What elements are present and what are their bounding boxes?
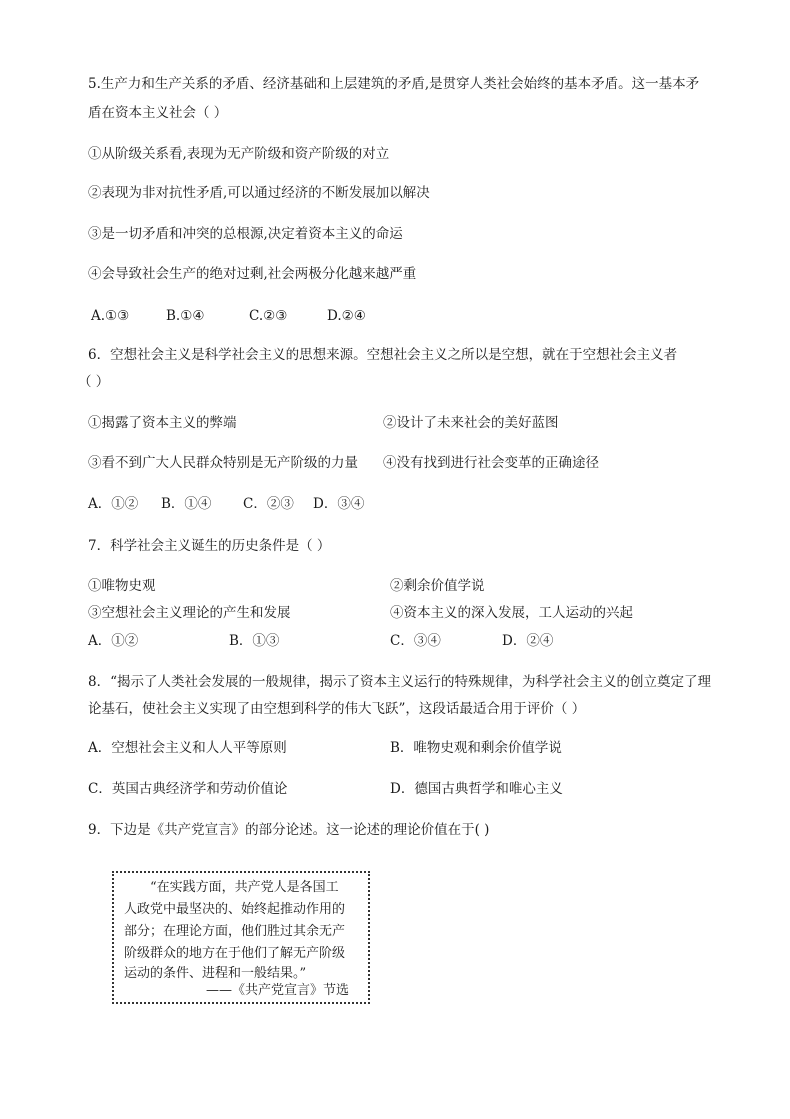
quote-line-1: “在实践方面，共产党人是各国工 bbox=[150, 880, 339, 895]
question-7-option-2: ②剩余价值学说 bbox=[390, 578, 485, 594]
question-6-stem-line-1: 6．空想社会主义是科学社会主义的思想来源。空想社会主义之所以是空想，就在于空想社会主义者 bbox=[88, 347, 678, 363]
question-5-stem-line-2: 盾在资本主义社会（ ） bbox=[88, 105, 228, 121]
question-6-option-3: ③看不到广大人民群众特别是无产阶级的力量 bbox=[88, 455, 358, 471]
question-5-choice-c[interactable]: C.②③ bbox=[249, 308, 288, 324]
question-6-option-1: ①揭露了资本主义的弊端 bbox=[88, 415, 237, 431]
question-5-choice-d[interactable]: D.②④ bbox=[327, 308, 366, 324]
quote-source: ——《共产党宣言》节选 bbox=[206, 983, 350, 998]
question-5-option-1: ①从阶级关系看,表现为无产阶级和资产阶级的对立 bbox=[88, 146, 390, 162]
question-6-option-4: ④没有找到进行社会变革的正确途径 bbox=[383, 455, 599, 471]
question-7-choice-b[interactable]: B．①③ bbox=[229, 633, 280, 649]
question-8-choice-c[interactable]: C．英国古典经济学和劳动价值论 bbox=[88, 781, 288, 797]
question-5-choice-b[interactable]: B.①④ bbox=[166, 308, 205, 324]
question-5-option-4: ④会导致社会生产的绝对过剩,社会两极分化越来越严重 bbox=[88, 266, 417, 282]
question-6-choice-b[interactable]: B．①④ bbox=[161, 496, 212, 512]
question-8-choice-a[interactable]: A．空想社会主义和人人平等原则 bbox=[88, 740, 287, 756]
quote-line-5: 运动的条件、进程和一般结果。” bbox=[124, 966, 307, 981]
question-8-choice-d[interactable]: D．德国古典哲学和唯心主义 bbox=[390, 781, 563, 797]
question-7-option-3: ③空想社会主义理论的产生和发展 bbox=[88, 605, 291, 621]
question-7-option-4: ④资本主义的深入发展，工人运动的兴起 bbox=[390, 605, 633, 621]
question-5-choice-a[interactable]: A.①③ bbox=[91, 308, 130, 324]
question-5-option-2: ②表现为非对抗性矛盾,可以通过经济的不断发展加以解决 bbox=[88, 185, 430, 201]
quote-line-2: 人政党中最坚决的、始终起推动作用的 bbox=[124, 902, 346, 917]
question-8-choice-b[interactable]: B．唯物史观和剩余价值学说 bbox=[390, 740, 562, 756]
question-7-stem: 7．科学社会主义诞生的历史条件是（ ） bbox=[88, 538, 331, 554]
question-5-option-3: ③是一切矛盾和冲突的总根源,决定着资本主义的命运 bbox=[88, 226, 403, 242]
question-9-stem: 9．下边是《共产党宣言》的部分论述。这一论述的理论价值在于( ) bbox=[88, 822, 490, 838]
question-6-choice-d[interactable]: D．③④ bbox=[313, 496, 365, 512]
question-6-option-2: ②设计了未来社会的美好蓝图 bbox=[383, 415, 559, 431]
quote-line-4: 阶级群众的地方在于他们了解无产阶级 bbox=[124, 946, 346, 961]
question-6-choice-c[interactable]: C．②③ bbox=[243, 496, 294, 512]
question-5-stem-line-1: 5.生产力和生产关系的矛盾、经济基础和上层建筑的矛盾,是贯穿人类社会始终的基本矛盾。这一基本矛 bbox=[88, 76, 700, 92]
quote-box bbox=[112, 871, 370, 1004]
question-8-stem-line-2: 论基石，使社会主义实现了由空想到科学的伟大飞跃”，这段话最适合用于评价（ ） bbox=[88, 701, 586, 717]
question-7-option-1: ①唯物史观 bbox=[88, 578, 156, 594]
question-6-choice-a[interactable]: A．①② bbox=[88, 496, 139, 512]
quote-line-3: 部分；在理论方面，他们胜过其余无产 bbox=[124, 924, 346, 939]
question-6-stem-line-2: （ ） bbox=[78, 374, 110, 390]
question-7-choice-c[interactable]: C．③④ bbox=[390, 633, 441, 649]
question-7-choice-a[interactable]: A．①② bbox=[88, 633, 139, 649]
question-8-stem-line-1: 8．“揭示了人类社会发展的一般规律，揭示了资本主义运行的特殊规律，为科学社会主义的创立奠定了理 bbox=[88, 674, 711, 690]
question-7-choice-d[interactable]: D．②④ bbox=[502, 633, 554, 649]
